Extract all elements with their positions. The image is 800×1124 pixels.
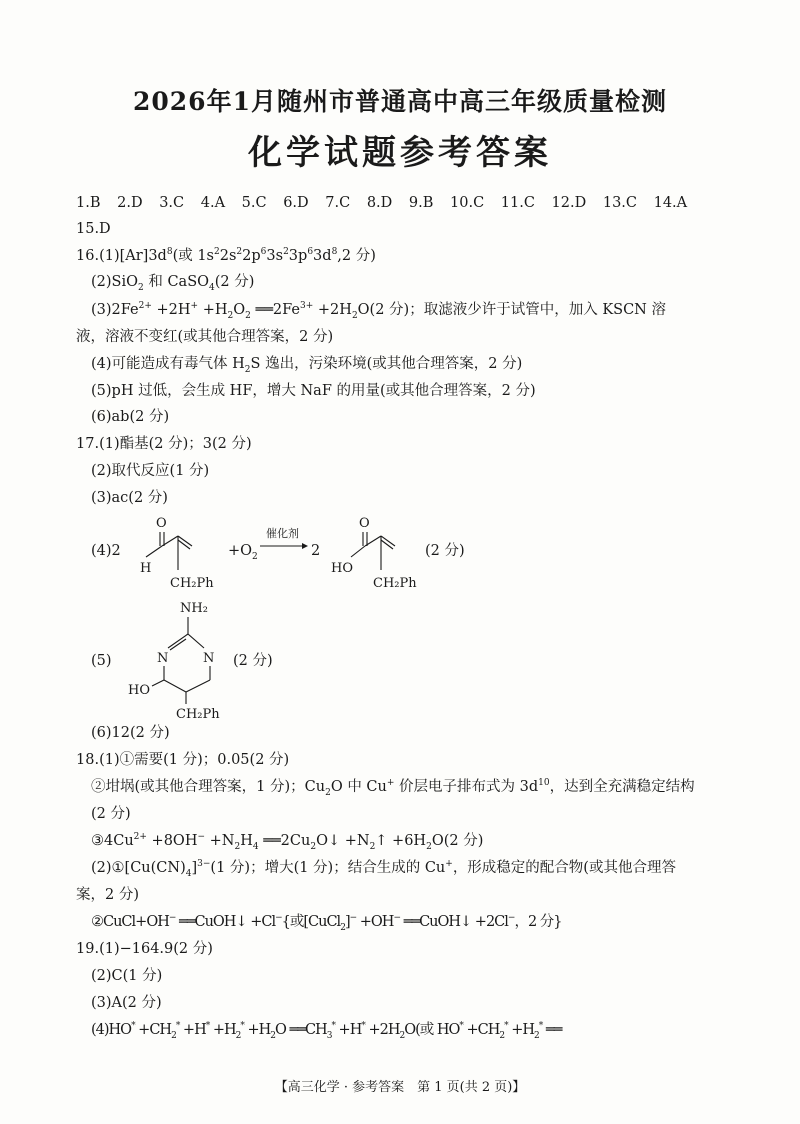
atom-o: O — [156, 516, 167, 531]
q18-part2-cont: 案，2 分) — [76, 887, 139, 903]
atom-n: N — [157, 651, 169, 666]
q18-part1: 18.(1)①需要(1 分)；0.05(2 分) — [76, 752, 290, 768]
atom-o: O — [359, 516, 370, 531]
q18-part1b-cont: (2 分) — [91, 806, 131, 822]
group-ch2ph: CH₂Ph — [373, 576, 417, 591]
ring-structure — [120, 596, 240, 721]
q18-part1c: $③4Cu^{2+} +8OH^- +N_2H_4$ $══2Cu_2O↓$ $+N_2↑ +6H_2O(2$ 分) — [91, 832, 484, 852]
q17-part6: (6)12(2 分) — [91, 725, 170, 741]
q16-part3: $(3)2Fe^{2+} +2H^+ +H_2O_2$ $══2Fe^{3+} +2H_2O(2$ 分)；取滤液少许于试管中，加入 KSCN 溶 — [91, 301, 666, 321]
mcq-answer: 14.A — [653, 195, 688, 211]
q16-part3-cont: 液，溶液不变红(或其他合理答案，2 分) — [76, 329, 334, 345]
mcq-answer: 10.C — [450, 195, 485, 211]
group-nh2: NH₂ — [180, 601, 208, 616]
product-coefficient: 2 — [311, 543, 321, 559]
q17-part5-label: (5) — [91, 653, 112, 669]
q19-part2: (2)C(1 分) — [91, 968, 163, 984]
group-ch2ph: CH₂Ph — [170, 576, 214, 591]
mcq-answer: 8.D — [366, 195, 393, 211]
atom-n: N — [203, 651, 215, 666]
mcq-answer: 7.C — [325, 195, 351, 211]
q18-part2b: ②CuCl+OH− ══CuOH↓ +Cl−{或[CuCl$_2$]− +OH− ══CuOH↓ +2Cl−，2 分} — [91, 913, 562, 933]
mcq-answer-last: 15.D — [76, 221, 111, 237]
mcq-answer: 4.A — [200, 195, 226, 211]
q19-part3: (3)A(2 分) — [91, 995, 162, 1011]
reactant-structure — [130, 510, 225, 595]
reaction-arrow-icon — [258, 540, 308, 552]
q18-part2: $(2)①[Cu(CN)_4]^{3-}(1$ 分)；增大(1 分)；结合生成的 Cu+，形成稳定的配合物(或其他合理答 — [91, 859, 676, 879]
mcq-answers — [76, 193, 699, 213]
q18-part1b: ②坩埚(或其他合理答案，1 分)；$Cu_2O$ 中 Cu+ 价层电子排布式为 $3d^{10}$，达到全充满稳定结构 — [91, 778, 695, 798]
q17-part5-score: (2 分) — [233, 653, 273, 669]
group-ho: HO — [331, 561, 353, 576]
atom-h: H — [140, 561, 152, 576]
q16-part1: $16.(1)[Ar]3d^8$(或 $1s^22s^22p^63s^23p^63d^8,2$ 分) — [76, 247, 376, 264]
mcq-answer: 11.C — [500, 195, 535, 211]
page-title: 化学试题参考答案 — [248, 133, 552, 173]
mcq-answer: 2.D — [117, 195, 143, 211]
q16-part4: (4)可能造成有毒气体 $H_2S$ 逸出，污染环境(或其他合理答案，2 分) — [91, 356, 523, 375]
page-footer: 【高三化学 · 参考答案 第 1 页(共 2 页)】 — [274, 1080, 526, 1095]
q19-part1: 19.(1)−164.9(2 分) — [76, 941, 213, 957]
exam-title: 2026年1月随州市普通高中高三年级质量检测 — [133, 87, 667, 116]
q17-part3: (3)ac(2 分) — [91, 490, 168, 506]
oxygen-reagent: $+O_2$ — [228, 543, 258, 562]
mcq-answer: 9.B — [408, 195, 434, 211]
q17-part4-score: (2 分) — [425, 543, 465, 559]
q17-part1: 17.(1)酯基(2 分)；3(2 分) — [76, 436, 252, 452]
group-ch2ph: CH₂Ph — [176, 707, 220, 721]
group-ho: HO — [128, 683, 150, 698]
q16-part6: (6)ab(2 分) — [91, 409, 170, 425]
mcq-answer: 3.C — [159, 195, 185, 211]
q16-part5: (5)pH 过低，会生成 HF，增大 NaF 的用量(或其他合理答案，2 分) — [91, 383, 536, 399]
q17-part2: (2)取代反应(1 分) — [91, 463, 210, 479]
mcq-answer: 1.B — [76, 195, 101, 211]
mcq-answer: 12.D — [551, 195, 587, 211]
q16-part2: (2)SiO$_2$ 和 CaSO$_4$(2 分) — [91, 274, 255, 293]
mcq-answer: 13.C — [602, 195, 637, 211]
mcq-answer: 5.C — [241, 195, 267, 211]
catalyst-label: 催化剂 — [266, 527, 299, 540]
q17-part4-label: (4)2 — [91, 543, 121, 559]
product-structure — [325, 510, 425, 595]
q19-part4: $(4)HO^* +CH_2^* +H^* +H_2^* +H_2O$ $══CH_3^* +H^* +2H_2O$(或 $HO^* +CH_2^* +H_2^*$ ══ — [91, 1021, 562, 1041]
mcq-answer: 6.D — [283, 195, 309, 211]
